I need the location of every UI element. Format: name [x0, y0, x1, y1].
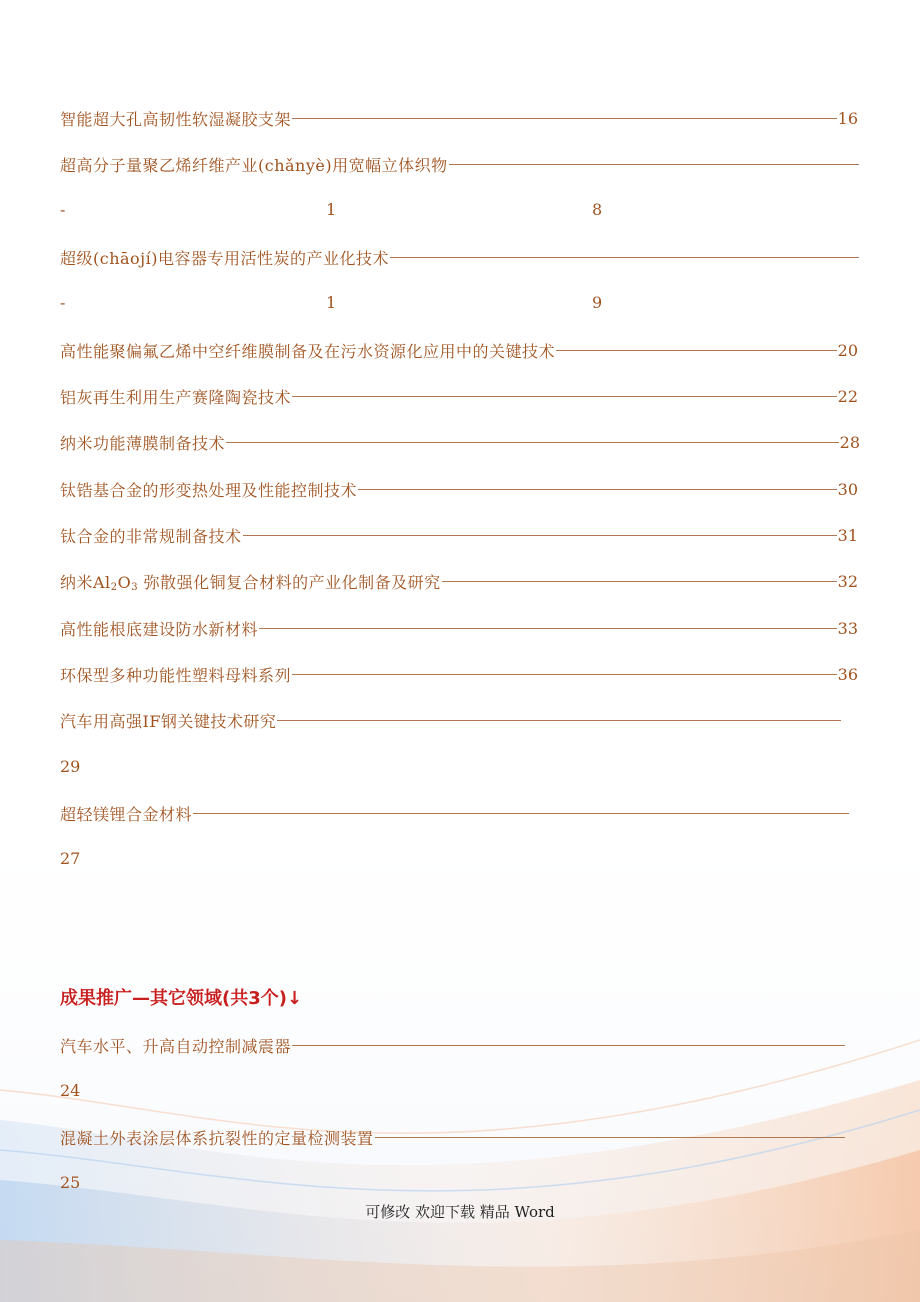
page-footer: 可修改 欢迎下载 精品 Word: [365, 1203, 555, 1221]
toc-entry-page: 24: [60, 1081, 81, 1100]
toc-continuation-digit: 9: [592, 293, 603, 312]
subscript: 2: [110, 581, 118, 593]
toc-continuation-digit: 1: [326, 200, 337, 219]
toc-entry[interactable]: [60, 430, 860, 454]
toc-entry[interactable]: [60, 708, 842, 732]
toc-entry-title: [60, 570, 441, 593]
toc-title-part: O: [117, 572, 132, 592]
toc-entry-title: 高性能聚偏氟乙烯中空纤维膜制备及在污水资源化应用中的关键技术: [60, 341, 556, 361]
toc-leader: [259, 628, 837, 629]
toc-entry-page: 20: [837, 340, 858, 360]
toc-entry[interactable]: [60, 245, 860, 269]
toc-leader: [292, 396, 837, 397]
toc-entry-title: 超高分子量聚乙烯纤维产业(chǎnyè)用宽幅立体织物: [60, 155, 448, 175]
toc-continuation-dash: -: [60, 200, 66, 219]
toc-entry-page: 30: [837, 479, 858, 499]
toc-entry-page: 31: [837, 525, 858, 545]
toc-entry[interactable]: [60, 384, 858, 408]
toc-entry-page: 25: [60, 1173, 81, 1192]
toc-entry-page: 27: [60, 849, 81, 868]
toc-leader: [277, 720, 841, 721]
toc-entry[interactable]: [60, 616, 858, 640]
toc-entry[interactable]: [60, 662, 858, 686]
toc-title-part: 弥散强化铜复合材料的产业化制备及研究: [138, 572, 441, 592]
toc-entry-page: 36: [837, 664, 858, 684]
toc-entry-page: 29: [60, 757, 81, 776]
toc-leader: [358, 489, 837, 490]
toc-leader: [193, 813, 849, 814]
toc-entry-title: 钛合金的非常规制备技术: [60, 526, 242, 546]
toc-leader: [375, 1137, 845, 1138]
toc-leader: [292, 1045, 845, 1046]
toc-leader: [226, 442, 839, 443]
toc-entry-page: 16: [837, 108, 858, 128]
section-heading: 成果推广—其它领域(共3个)↓: [60, 988, 303, 1009]
toc-entry-title: 钛锆基合金的形变热处理及性能控制技术: [60, 480, 358, 500]
toc-leader: [243, 535, 837, 536]
toc-leader: [442, 581, 837, 582]
toc-entry-title: 智能超大孔高韧性软湿凝胶支架: [60, 109, 292, 129]
toc-continuation-dash: -: [60, 293, 66, 312]
subscript: 3: [131, 581, 139, 593]
toc-leader: [390, 257, 859, 258]
toc-continuation-digit: 8: [592, 200, 603, 219]
toc-entry-page: 33: [837, 618, 858, 638]
toc-entry[interactable]: [60, 152, 860, 176]
toc-entry[interactable]: [60, 801, 850, 825]
toc-entry[interactable]: [60, 1033, 846, 1057]
toc-entry[interactable]: [60, 338, 858, 362]
toc-entry-title: 超级(chāojí)电容器专用活性炭的产业化技术: [60, 248, 390, 268]
toc-entry[interactable]: [60, 106, 858, 130]
toc-entry-title: 超轻镁锂合金材料: [60, 804, 193, 824]
toc-entry-title: 环保型多种功能性塑料母料系列: [60, 665, 292, 685]
toc-entry-title: 高性能根底建设防水新材料: [60, 619, 259, 639]
toc-entry-page: 32: [837, 571, 858, 591]
toc-entry-page: 28: [839, 432, 860, 452]
toc-entry-title: 混凝土外表涂层体系抗裂性的定量检测装置: [60, 1128, 374, 1148]
toc-entry-title: 铝灰再生利用生产赛隆陶瓷技术: [60, 387, 292, 407]
toc-entry-title: 汽车用高强IF钢关键技术研究: [60, 711, 277, 731]
toc-entry[interactable]: [60, 569, 858, 593]
toc-continuation-digit: 1: [326, 293, 337, 312]
toc-leader: [556, 350, 837, 351]
toc-leader: [292, 674, 837, 675]
toc-title-part: 纳米Al: [60, 572, 111, 592]
toc-leader: [292, 118, 837, 119]
toc-entry-title: 汽车水平、升高自动控制减震器: [60, 1036, 292, 1056]
toc-entry[interactable]: [60, 523, 858, 547]
toc-entry-page: 22: [837, 386, 858, 406]
toc-entry-title: 纳米功能薄膜制备技术: [60, 433, 226, 453]
toc-leader: [449, 164, 859, 165]
toc-entry[interactable]: [60, 1125, 846, 1149]
toc-entry[interactable]: [60, 477, 858, 501]
